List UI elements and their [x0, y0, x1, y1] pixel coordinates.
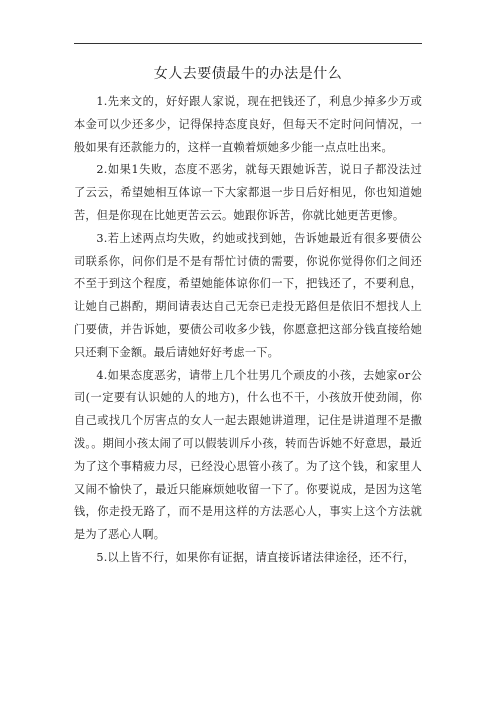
paragraph-3: 3.若上述两点均失败，约她或找到她，告诉她最近有很多要债公司联系你，问你们是不是有帮忙讨债的需要，你说你觉得你们之间还不至于到这个程度，希望她能体谅你们一下，把钱还了，不要利息，让她自己斟酌，期间请表达自己无奈已走投无路但是依旧不想找人上门要债，并告诉她，要债公司收多少钱，你愿意把这部分钱直接给她只还剩下金额。最后请她好好考虑一下。 [74, 231, 422, 359]
paragraph-2: 2.如果1失败，态度不恶劣，就每天跟她诉苦，说日子都没法过了云云，希望她相互体谅一下大家都退一步日后好相见，你也知道她苦，但是你现在比她更苦云云。她跟你诉苦，你就比她更苦更惨。 [74, 163, 422, 222]
paragraph-4: 4.如果态度恶劣，请带上几个壮男几个顽皮的小孩，去她家or公司(一定要有认识她的人的地方)，什么也不干，小孩放开使劲闹，你自己或找几个厉害点的女人一起去跟她讲道理，记住是讲道理不是撒泼。。期间小孩太闹了可以假装训斥小孩，转而告诉她不好意思，最近为了这个事精疲力尽，已经没心思管小孩了。为了这个钱，和家里人又闹不愉快了，最近只能麻烦她收留一下了。你要说成，是因为这笔钱，你走投无路了，而不是用这样的方法恶心人，事实上这个方法就是为了恶心人啊。 [74, 368, 422, 542]
document-title: 女人去要债最牛的办法是什么 [153, 66, 343, 82]
paragraph-1: 1.先来文的，好好跟人家说，现在把钱还了，利息少掉多少万或本金可以少还多少，记得保持态度良好，但每天不定时问问情况，一般如果有还款能力的，这样一直赖着烦她多少能一点点吐出来。 [74, 95, 422, 154]
paragraph-5: 5.以上皆不行，如果你有证据，请直接诉诸法律途径，还不行， [96, 550, 415, 564]
header-rule [74, 43, 422, 44]
document-body [74, 91, 422, 570]
